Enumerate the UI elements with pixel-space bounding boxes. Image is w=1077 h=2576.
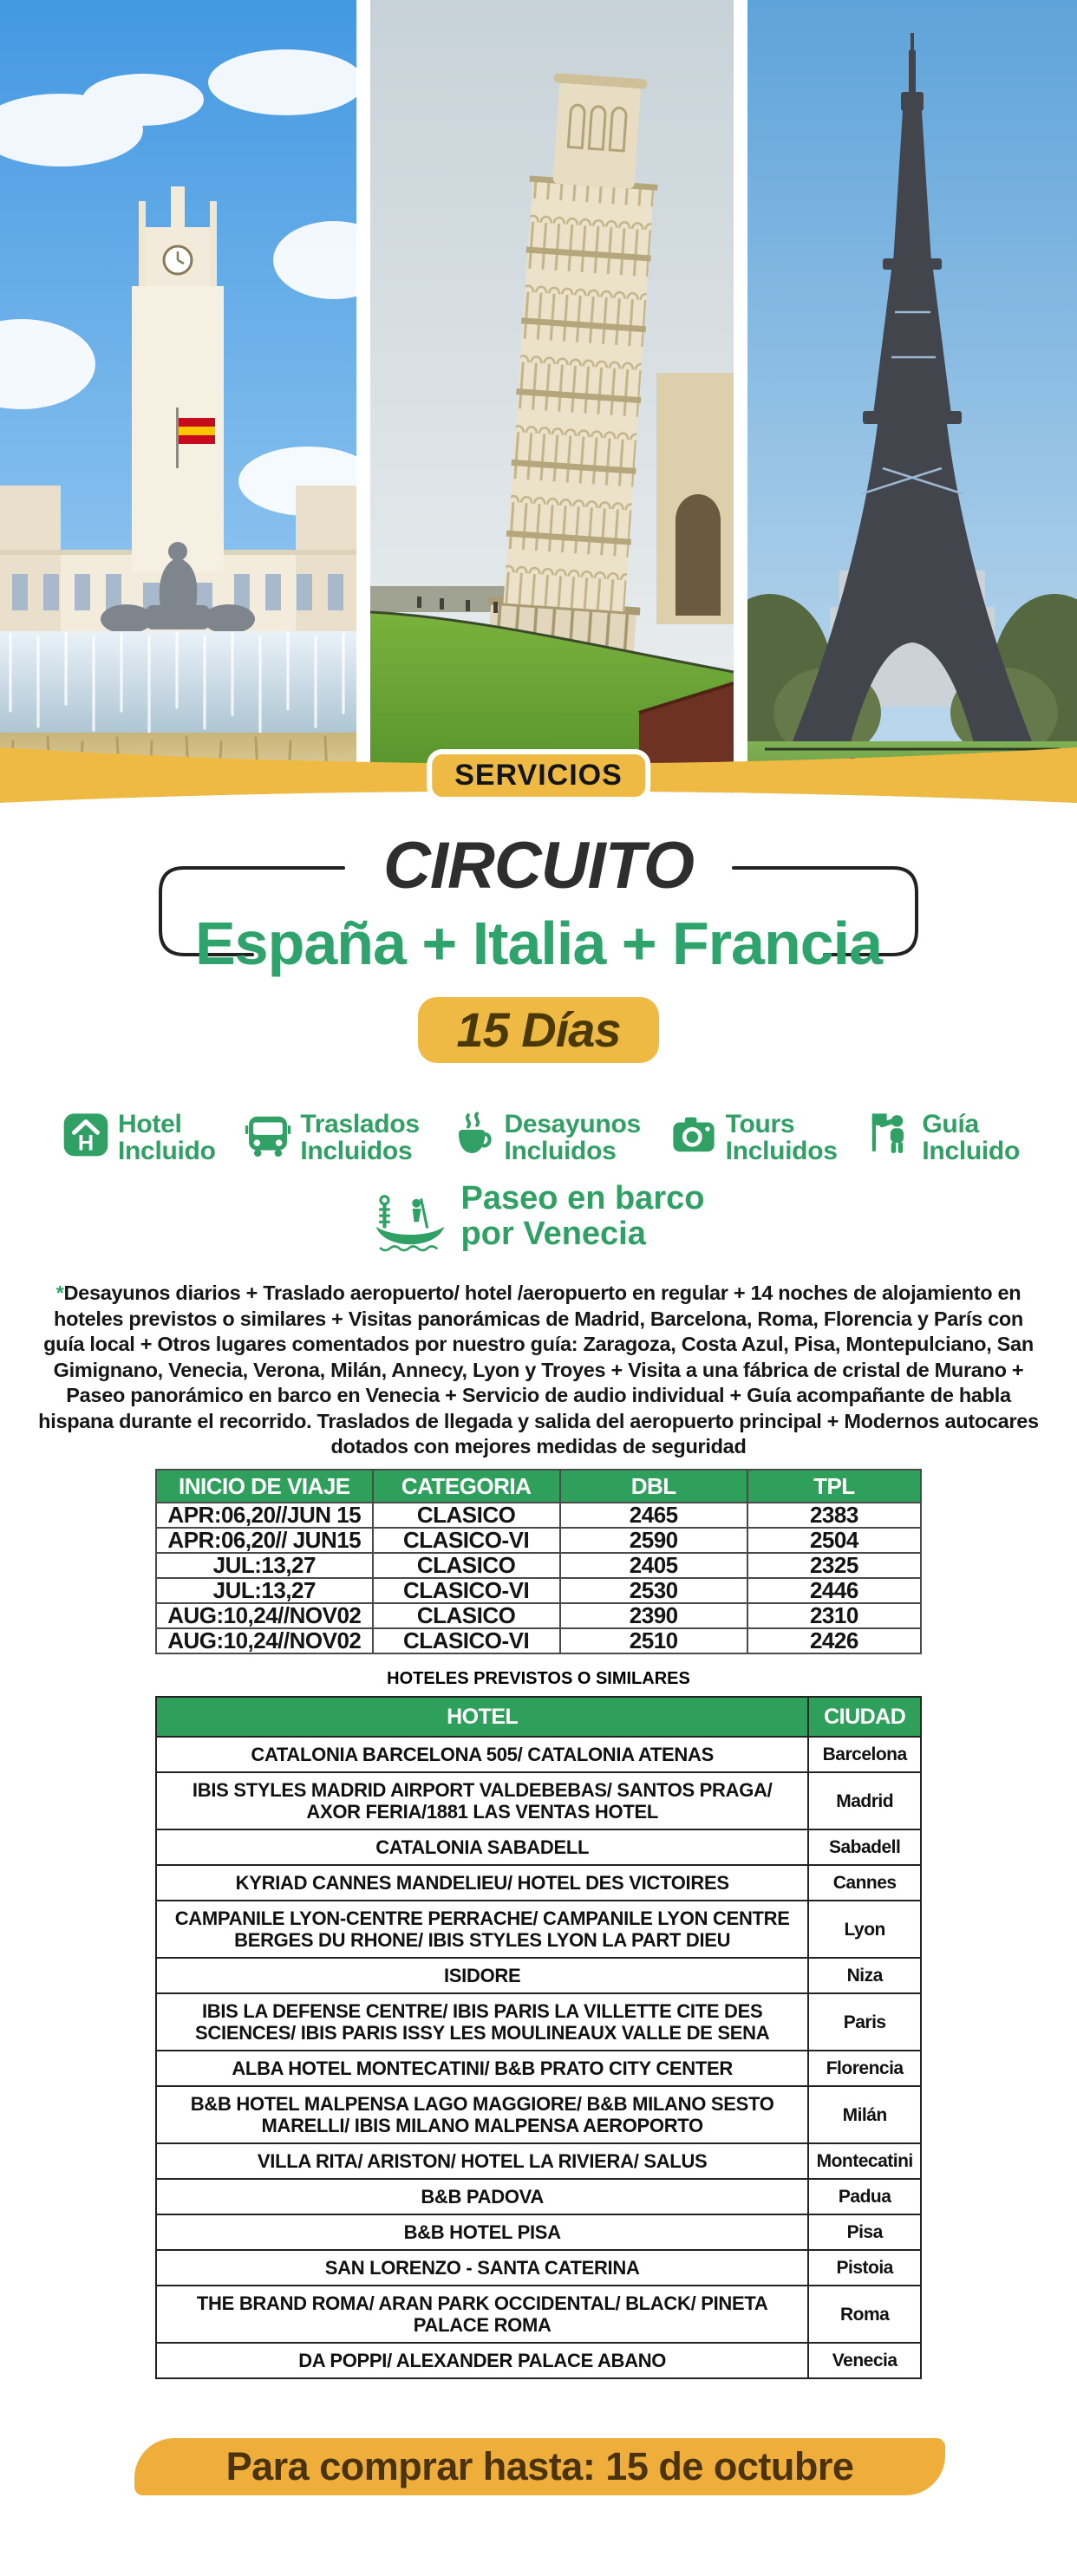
col-hotel: HOTEL xyxy=(156,1697,808,1737)
hotel-row xyxy=(156,2250,921,2286)
guide-flag-icon xyxy=(866,1111,913,1158)
hotel-names-cell: DA POPPI/ ALEXANDER PALACE ABANO xyxy=(156,2343,808,2378)
purchase-deadline-banner xyxy=(134,2438,945,2495)
hotel-names-cell: CAMPANILE LYON-CENTRE PERRACHE/ CAMPANILE LYON CENTRE BERGES DU RHONE/ IBIS STYLES LYON LA PART DIEU xyxy=(156,1901,808,1958)
category-cell: CLASICO xyxy=(373,1503,560,1528)
col-dbl: DBL xyxy=(560,1470,747,1503)
hotel-row xyxy=(156,2051,921,2086)
hero-photos xyxy=(0,0,1077,819)
city-cell: Milán xyxy=(808,2086,921,2143)
category-cell: CLASICO xyxy=(373,1603,560,1628)
feature-traslados xyxy=(245,1111,419,1164)
hotel-names-cell: ISIDORE xyxy=(156,1958,808,1993)
city-cell: Venecia xyxy=(808,2343,921,2378)
venice-highlight xyxy=(0,1179,1077,1254)
trip-start-cell: AUG:10,24//NOV02 xyxy=(156,1628,373,1653)
hotels-heading: HOTELES PREVISTOS O SIMILARES xyxy=(387,1669,690,1688)
duration-badge xyxy=(418,997,659,1063)
feature-label-line2: Incluidos xyxy=(300,1137,413,1165)
category-cell: CLASICO xyxy=(373,1553,560,1578)
col-inicio-de-viaje: INICIO DE VIAJE xyxy=(156,1470,373,1503)
circuito-kicker: CIRCUITO xyxy=(383,829,694,903)
city-cell: Sabadell xyxy=(808,1829,921,1865)
feature-label-line2: Incluidos xyxy=(504,1137,617,1165)
hotel-row xyxy=(156,1772,921,1829)
city-cell: Paris xyxy=(808,1993,921,2051)
hotel-row xyxy=(156,2143,921,2179)
trip-start-cell: APR:06,20// JUN15 xyxy=(156,1528,373,1553)
feature-desayunos xyxy=(449,1111,641,1164)
city-cell: Cannes xyxy=(808,1865,921,1901)
hotel-row xyxy=(156,1901,921,1958)
hotel-names-cell: B&B HOTEL PISA xyxy=(156,2214,808,2250)
feature-label-line1: Guía xyxy=(922,1110,979,1138)
hotel-row xyxy=(156,1737,921,1772)
hotel-names-cell: IBIS LA DEFENSE CENTRE/ IBIS PARIS LA VILLETTE CITE DES SCIENCES/ IBIS PARIS ISSY LES MOULINEAUX VALLE DE SENA xyxy=(156,1993,808,2051)
trip-start-cell: JUL:13,27 xyxy=(156,1578,373,1603)
tpl-price-cell: 2310 xyxy=(747,1603,921,1628)
pricing-row xyxy=(156,1578,921,1603)
pricing-row xyxy=(156,1628,921,1653)
category-cell: CLASICO-VI xyxy=(373,1628,560,1653)
servicios-badge: SERVICIOS xyxy=(427,749,650,802)
highlight-line2: por Venecia xyxy=(460,1216,646,1252)
city-cell: Roma xyxy=(808,2286,921,2343)
tpl-price-cell: 2383 xyxy=(747,1503,921,1528)
hotel-row xyxy=(156,2086,921,2143)
hotel-names-cell: KYRIAD CANNES MANDELIEU/ HOTEL DES VICTOIRES xyxy=(156,1865,808,1901)
pricing-row xyxy=(156,1603,921,1628)
features-row xyxy=(62,1111,1020,1164)
city-cell: Padua xyxy=(808,2179,921,2214)
pricing-row xyxy=(156,1553,921,1578)
main-title: España + Italia + Francia xyxy=(194,910,883,977)
hotel-names-cell: THE BRAND ROMA/ ARAN PARK OCCIDENTAL/ BLACK/ PINETA PALACE ROMA xyxy=(156,2286,808,2343)
city-cell: Barcelona xyxy=(808,1737,921,1772)
hotels-header-row xyxy=(156,1697,921,1737)
city-cell: Florencia xyxy=(808,2051,921,2086)
feature-label-line1: Traslados xyxy=(300,1110,420,1138)
hotel-names-cell: B&B HOTEL MALPENSA LAGO MAGGIORE/ B&B MILANO SESTO MARELLI/ IBIS MILANO MALPENSA AEROPORTO xyxy=(156,2086,808,2143)
description-text: Desayunos diarios + Traslado aeropuerto/ hotel /aeropuerto en regular + 14 noches de alojamiento en hoteles previstos o similares + Visitas panorámicas de Madrid, Barcelona, Roma, Florencia y París con guía local + Otros lugares comentados por nuestro guía: Zaragoza, Costa Azul, Pisa, Montepulciano, San Gimignano, Venecia, Verona, Milán, Annecy, Lyon y Troyes + Visita a una fábrica de cristal de Murano + Paseo panorámico en barco en Venecia + Servicio de audio individual + Guía acompañante de habla hispana durante el recorrido. Traslados de llegada y salida del aeropuerto principal + Modernos autocares dotados con mejores medidas de seguridad xyxy=(38,1281,1039,1458)
hotel-row xyxy=(156,2286,921,2343)
city-cell: Pistoia xyxy=(808,2250,921,2286)
feature-label-line1: Desayunos xyxy=(504,1110,641,1138)
city-cell: Pisa xyxy=(808,2214,921,2250)
inclusions-description xyxy=(31,1281,1046,1460)
hotel-names-cell: SAN LORENZO - SANTA CATERINA xyxy=(156,2250,808,2286)
feature-label-line2: Incluidos xyxy=(725,1137,838,1165)
feature-label-line2: Incluido xyxy=(118,1137,216,1165)
city-cell: Niza xyxy=(808,1958,921,1993)
tpl-price-cell: 2426 xyxy=(747,1628,921,1653)
pricing-rows xyxy=(156,1503,921,1653)
trip-start-cell: AUG:10,24//NOV02 xyxy=(156,1603,373,1628)
tpl-price-cell: 2504 xyxy=(747,1528,921,1553)
hotel-row xyxy=(156,1958,921,1993)
hotel-icon xyxy=(62,1111,109,1158)
camera-icon xyxy=(670,1111,717,1158)
feature-label-line2: Incluido xyxy=(922,1137,1020,1165)
hotels-table xyxy=(155,1696,922,2379)
dbl-price-cell: 2510 xyxy=(560,1628,747,1653)
pricing-row xyxy=(156,1503,921,1528)
pricing-row xyxy=(156,1528,921,1553)
hotel-row xyxy=(156,1993,921,2051)
bus-icon xyxy=(245,1111,291,1158)
eiffel-tower-photo xyxy=(747,0,1077,819)
hotels-rows xyxy=(156,1737,921,2378)
feature-label-line1: Hotel xyxy=(118,1110,182,1138)
hotel-names-cell: CATALONIA SABADELL xyxy=(156,1829,808,1865)
col-ciudad: CIUDAD xyxy=(808,1697,921,1737)
highlight-line1: Paseo en barco xyxy=(460,1180,705,1216)
dbl-price-cell: 2530 xyxy=(560,1578,747,1603)
footnote-marker: * xyxy=(55,1281,64,1304)
tpl-price-cell: 2325 xyxy=(747,1553,921,1578)
pricing-table xyxy=(155,1469,922,1654)
col-categoria: CATEGORIA xyxy=(373,1470,560,1503)
duration-label: 15 Días xyxy=(456,1002,621,1057)
hotel-row xyxy=(156,2214,921,2250)
pricing-header-row xyxy=(156,1470,921,1503)
city-cell: Madrid xyxy=(808,1772,921,1829)
hotel-names-cell: IBIS STYLES MADRID AIRPORT VALDEBEBAS/ SANTOS PRAGA/ AXOR FERIA/1881 LAS VENTAS HOTEL xyxy=(156,1772,808,1829)
dbl-price-cell: 2390 xyxy=(560,1603,747,1628)
dbl-price-cell: 2405 xyxy=(560,1553,747,1578)
dbl-price-cell: 2465 xyxy=(560,1503,747,1528)
coffee-icon xyxy=(449,1111,496,1158)
feature-guia xyxy=(866,1111,1020,1164)
hotel-row xyxy=(156,1829,921,1865)
hotel-row xyxy=(156,2343,921,2378)
feature-hotel xyxy=(62,1111,216,1164)
city-cell: Montecatini xyxy=(808,2143,921,2179)
hotel-names-cell: VILLA RITA/ ARISTON/ HOTEL LA RIVIERA/ SALUS xyxy=(156,2143,808,2179)
trip-start-cell: APR:06,20//JUN 15 xyxy=(156,1503,373,1528)
trip-start-cell: JUL:13,27 xyxy=(156,1553,373,1578)
pisa-tower-photo xyxy=(370,0,734,819)
category-cell: CLASICO-VI xyxy=(373,1578,560,1603)
dbl-price-cell: 2590 xyxy=(560,1528,747,1553)
madrid-cibeles-photo xyxy=(0,0,356,819)
col-tpl: TPL xyxy=(747,1470,921,1503)
hotel-names-cell: ALBA HOTEL MONTECATINI/ B&B PRATO CITY CENTER xyxy=(156,2051,808,2086)
city-cell: Lyon xyxy=(808,1901,921,1958)
gondola-icon xyxy=(373,1179,447,1254)
feature-label-line1: Tours xyxy=(725,1110,795,1138)
tpl-price-cell: 2446 xyxy=(747,1578,921,1603)
category-cell: CLASICO-VI xyxy=(373,1528,560,1553)
deadline-label: Para comprar hasta: 15 de octubre xyxy=(225,2444,854,2488)
hotel-names-cell: B&B PADOVA xyxy=(156,2179,808,2214)
hotel-names-cell: CATALONIA BARCELONA 505/ CATALONIA ATENAS xyxy=(156,1737,808,1772)
hotel-row xyxy=(156,2179,921,2214)
feature-tours xyxy=(670,1111,838,1164)
svg-text:H: H xyxy=(77,1131,95,1156)
hotel-row xyxy=(156,1865,921,1901)
